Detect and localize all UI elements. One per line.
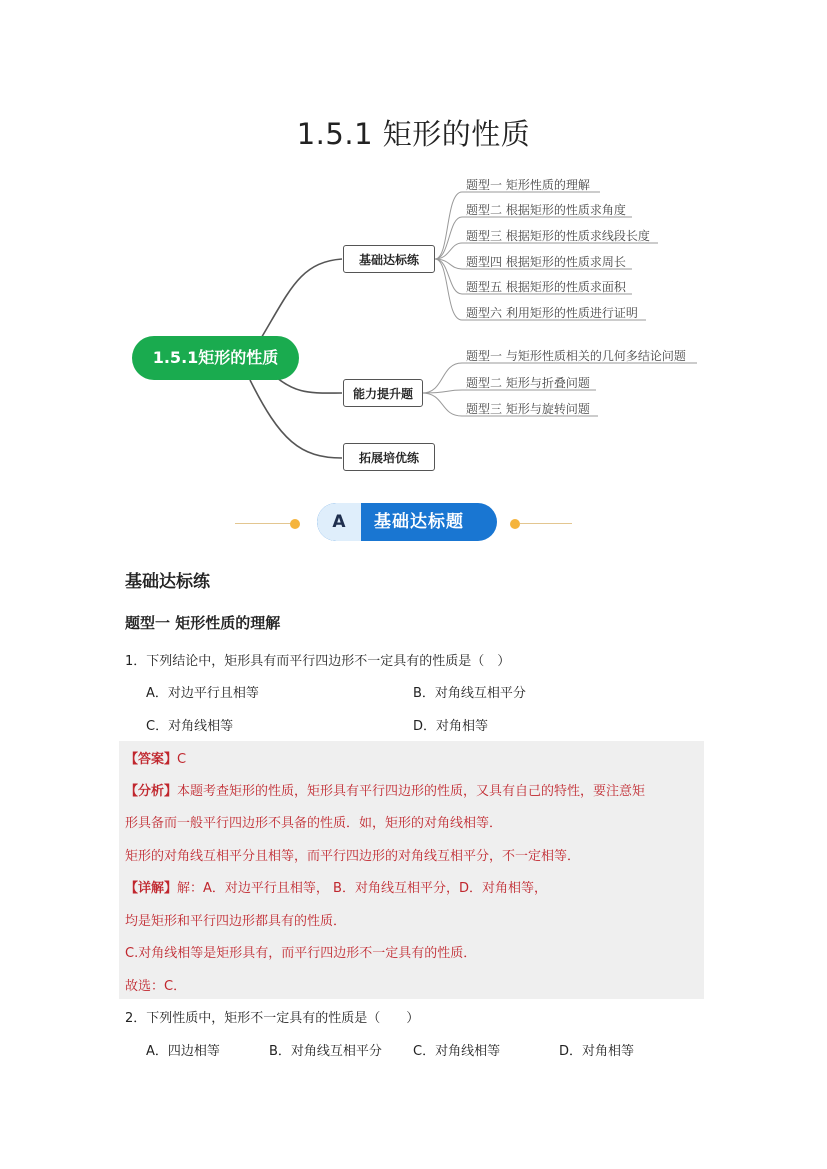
banner-letter: A (317, 503, 361, 541)
mindmap-leaf: 题型二 矩形与折叠问题 (466, 376, 590, 390)
type-heading: 题型一 矩形性质的理解 (125, 614, 281, 632)
section-heading: 基础达标练 (125, 572, 210, 592)
analysis-tag: 【分析】 (125, 784, 178, 799)
mindmap-leaf: 题型四 根据矩形的性质求周长 (466, 255, 626, 269)
question-2-option-d: D．对角相等 (559, 1044, 635, 1059)
question-2-stem: 2．下列性质中，矩形不一定具有的性质是（ ） (125, 1011, 420, 1026)
solution-analysis-line-2: 形具备而一般平行四边形不具备的性质．如，矩形的对角线相等． (125, 816, 503, 831)
page-title: 1.5.1 矩形的性质 (296, 117, 531, 151)
mindmap-branch-extension: 拓展培优练 (343, 443, 435, 471)
mindmap-leaf: 题型三 根据矩形的性质求线段长度 (466, 229, 650, 243)
mindmap-leaf: 题型二 根据矩形的性质求角度 (466, 203, 626, 217)
detail-tag: 【详解】 (125, 881, 178, 896)
analysis-text-1: 本题考查矩形的性质，矩形具有平行四边形的性质，又具有自己的特性，要注意矩 (177, 784, 646, 799)
mindmap-leaf: 题型一 与矩形性质相关的几何多结论问题 (466, 349, 686, 363)
mindmap-leaf: 题型五 根据矩形的性质求面积 (466, 280, 626, 294)
question-2-option-a: A．四边相等 (146, 1044, 220, 1059)
mindmap-leaf: 题型六 利用矩形的性质进行证明 (466, 306, 638, 320)
question-1-option-a: A．对边平行且相等 (146, 686, 259, 701)
solution-analysis-line-1 (125, 780, 645, 799)
connector-root-branch-1 (260, 259, 342, 340)
section-banner (0, 503, 827, 543)
question-2-option-b: B．对角线互相平分 (269, 1044, 382, 1059)
answer-tag: 【答案】 (125, 752, 178, 767)
banner-text: 基础达标题 (374, 512, 464, 532)
question-1-stem: 1．下列结论中，矩形具有而平行四边形不一定具有的性质是（ ） (125, 654, 511, 669)
solution-answer-line (125, 748, 186, 767)
detail-text-1: 解：A．对边平行且相等， B．对角线互相平分，D．对角相等， (177, 881, 547, 896)
question-2-option-c: C．对角线相等 (413, 1044, 501, 1059)
mindmap-leaf: 题型三 矩形与旋转问题 (466, 402, 590, 416)
connector-root-branch-3 (250, 380, 342, 458)
solution-detail-line-3: C.对角线相等是矩形具有，而平行四边形不一定具有的性质． (125, 946, 477, 961)
mindmap-connectors (0, 160, 827, 490)
solution-detail-line-1 (125, 877, 547, 896)
solution-detail-line-4: 故选：C． (125, 979, 187, 994)
mindmap-branch-basic: 基础达标练 (343, 245, 435, 273)
solution-detail-line-2: 均是矩形和平行四边形都具有的性质． (125, 914, 347, 929)
question-1-option-d: D．对角相等 (413, 719, 489, 734)
mindmap-leaf: 题型一 矩形性质的理解 (466, 178, 590, 192)
solution-analysis-line-3: 矩形的对角线互相平分且相等，而平行四边形的对角线互相平分，不一定相等． (125, 849, 581, 864)
section-banner-pill (317, 503, 497, 541)
mindmap-branch-advanced: 能力提升题 (343, 379, 423, 407)
mindmap-root-node: 1.5.1矩形的性质 (132, 336, 299, 380)
question-1-option-c: C．对角线相等 (146, 719, 234, 734)
answer-value: C (177, 752, 187, 767)
question-1-option-b: B．对角线互相平分 (413, 686, 526, 701)
